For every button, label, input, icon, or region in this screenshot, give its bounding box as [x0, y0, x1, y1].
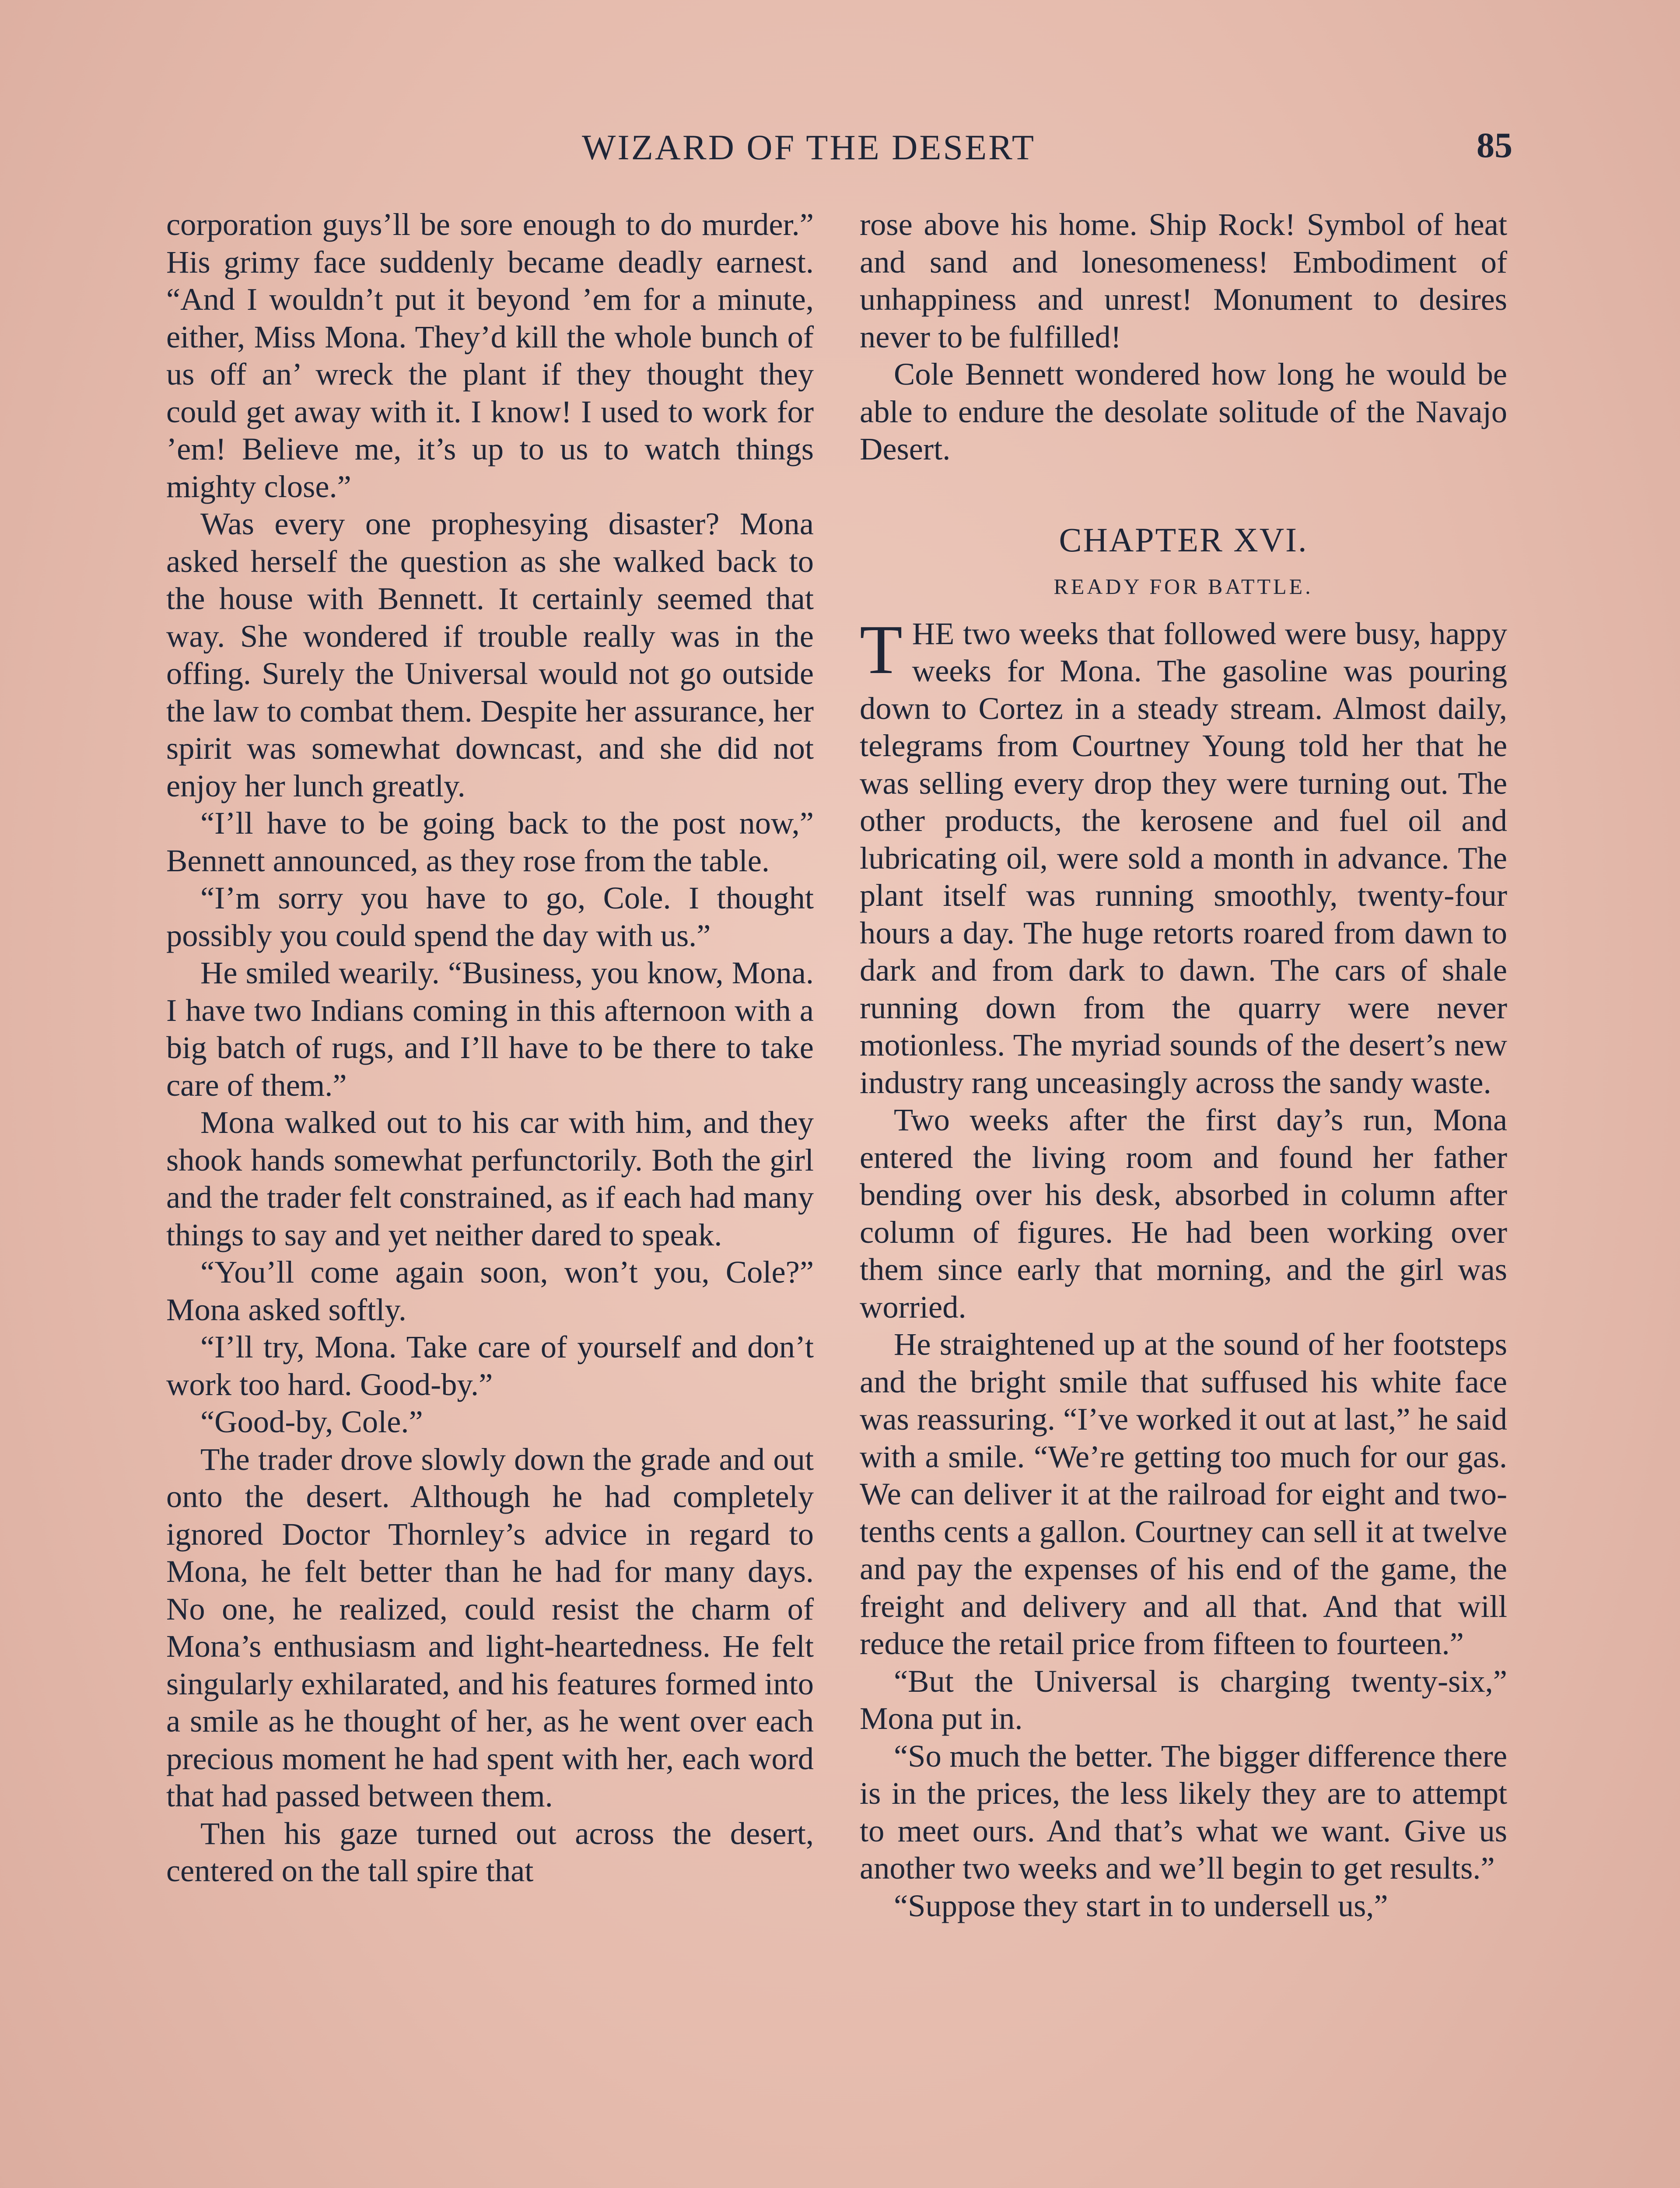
paragraph: The trader drove slowly down the grade and out onto the desert. Although he had completely ignored Doctor Thornley’s advice in regard to Mona, he felt better than he had for many days. No one, he realized, could resist the charm of Mona’s enthusiasm and light-heartedness. He felt singularly exhilarated, and his features formed into a smile as he thought of her, as he went over each precious moment he had spent with her, each word that had passed between them. — [166, 1441, 814, 1813]
running-head: WIZARD OF THE DESERT — [582, 127, 1036, 167]
paragraph: Then his gaze turned out across the desert, centered on the tall spire that — [166, 1815, 814, 1888]
paragraph: “I’ll have to be going back to the post now,” Bennett announced, as they rose from the table. — [166, 805, 814, 878]
left-column — [166, 206, 814, 1890]
chapter-opening-text: HE two weeks that followed were busy, happy weeks for Mona. The gasoline was pouring down to Cortez in a steady stream. Almost daily, telegrams from Courtney Young told her that he was selling every drop they were turning out. The other products, the kerosene and fuel oil and lubricating oil, were sold a month in advance. The plant itself was running smoothly, twenty-four hours a day. The huge retorts roared from dawn to dark and from dark to dawn. The cars of shale running down from the quarry were never motionless. The myriad sounds of the desert’s new industry rang unceasingly across the sandy waste. — [860, 615, 1507, 1100]
paragraph: rose above his home. Ship Rock! Symbol of heat and sand and lonesomeness! Embodiment of unhappiness and unrest! Monument to desires never to be fulfilled! — [860, 207, 1507, 354]
chapter-opening-paragraph — [860, 610, 1507, 1101]
chapter-subtitle: READY FOR BATTLE. — [1054, 574, 1313, 599]
chapter-title: CHAPTER XVI. — [1059, 520, 1308, 559]
paragraph: “You’ll come again soon, won’t you, Cole?” Mona asked softly. — [166, 1254, 814, 1327]
paragraph: “I’ll try, Mona. Take care of yourself and don’t work too hard. Good-by.” — [166, 1329, 814, 1402]
paragraph: Two weeks after the first day’s run, Mona entered the living room and found her father bending over his desk, absorbed in column after column of figures. He had been working over them since early that morning, and the girl was worried. — [860, 1102, 1507, 1325]
paragraph: He straightened up at the sound of her footsteps and the bright smile that suffused his white face was reassuring. “I’ve worked it out at last,” he said with a smile. “We’re getting too much for our gas. We can deliver it at the railroad for eight and two-tenths cents a gallon. Courtney can sell it at twelve and pay the expenses of his end of the game, the freight and delivery and all that. And that will reduce the retail price from fifteen to fourteen.” — [860, 1326, 1507, 1661]
paragraph: He smiled wearily. “Business, you know, Mona. I have two Indians coming in this afternoon with a big batch of rugs, and I’ll have to be there to take care of them.” — [166, 955, 814, 1103]
paragraph: corporation guys’ll be sore enough to do murder.” His grimy face suddenly became deadly earnest. “And I wouldn’t put it beyond ’em for a minute, either, Miss Mona. They’d kill the whole bunch of us off an’ wreck the plant if they thought they could get away with it. I know! I used to work for ’em! Believe me, it’s up to us to watch things mighty close.” — [166, 207, 814, 504]
paragraph: Was every one prophesying disaster? Mona asked herself the question as she walked back to the house with Bennett. It certainly seemed that way. She wondered if trouble really was in the offing. Surely the Universal would not go outside the law to combat them. Despite her assurance, her spirit was somewhat downcast, and she did not enjoy her lunch greatly. — [166, 506, 814, 803]
paragraph: Cole Bennett wondered how long he would be able to endure the desolate solitude of the Navajo Desert. — [860, 356, 1507, 466]
paragraph: Mona walked out to his car with him, and they shook hands somewhat perfunctorily. Both the girl and the trader felt constrained, as if each had many things to say and yet neither dared to speak. — [166, 1105, 814, 1252]
paragraph: “So much the better. The bigger difference there is in the prices, the less likely they are to attempt to meet ours. And that’s what we want. Give us another two weeks and we’ll begin to get results.” — [860, 1738, 1507, 1886]
page-number: 85 — [1477, 125, 1512, 165]
paragraph: “But the Universal is charging twenty-six,” Mona put in. — [860, 1663, 1507, 1736]
paragraph: “Suppose they start in to undersell us,” — [894, 1887, 1388, 1923]
right-column — [860, 206, 1507, 1924]
paragraph: “I’m sorry you have to go, Cole. I thought possibly you could spend the day with us.” — [166, 880, 814, 953]
drop-cap: T — [860, 610, 903, 688]
paragraph: “Good-by, Cole.” — [200, 1404, 423, 1439]
